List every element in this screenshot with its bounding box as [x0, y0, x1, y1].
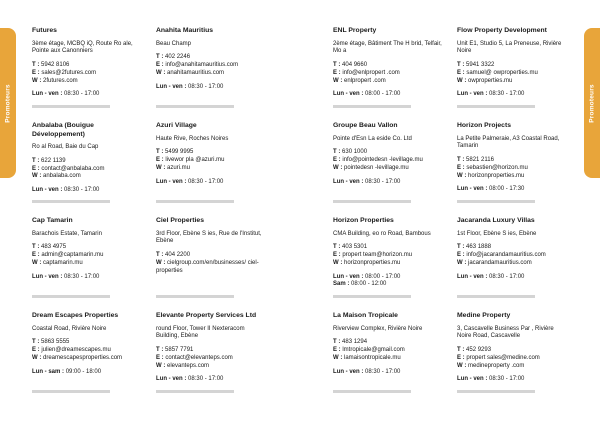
hours-days: Lun - ven :	[32, 187, 63, 194]
website-value[interactable]: anbalaba.com	[43, 173, 81, 180]
phone-value: 5942 8106	[41, 62, 70, 69]
developer-card	[333, 312, 443, 407]
contact-block	[333, 62, 443, 85]
website-value[interactable]: lamaisontropicale.mu	[344, 354, 401, 361]
tel-label: T :	[333, 339, 341, 346]
developer-address: 1st Floor, Ebène S ies, Ebène	[457, 230, 537, 237]
phone-line	[32, 62, 142, 70]
section-tab-right	[584, 28, 600, 178]
hours-days: Lun - ven :	[32, 91, 63, 98]
web-label: W :	[156, 362, 166, 369]
contact-block	[457, 157, 567, 180]
contact-block	[457, 347, 567, 370]
tel-label: T :	[457, 347, 465, 354]
hours-time: 08:30 - 17:00	[188, 376, 224, 383]
opening-hours	[32, 369, 142, 377]
developer-address: 3rd Floor, Ebène S ies, Rue de l'Institut, Ebène	[156, 230, 262, 245]
email-line	[156, 157, 266, 165]
developer-address: Barachois Estate, Tamarin	[32, 230, 102, 237]
website-line	[156, 165, 266, 173]
hours-time: 08:30 - 17:00	[64, 187, 100, 194]
phone-line	[333, 149, 443, 157]
developer-name: Jacaranda Luxury Villas	[457, 217, 535, 224]
developer-address: Riverview Complex, Rivière Noire	[333, 325, 423, 332]
card-divider	[333, 390, 411, 393]
email-label: E :	[333, 157, 341, 164]
developer-card	[156, 122, 266, 217]
tel-label: T :	[457, 62, 465, 69]
section-tab-left	[0, 28, 16, 178]
email-label: E :	[333, 69, 341, 76]
website-line	[32, 78, 142, 86]
developer-name: ENL Property	[333, 27, 377, 34]
website-value[interactable]: elevanteps.com	[167, 362, 210, 369]
website-value[interactable]: anahitamauritius.com	[167, 69, 225, 76]
developer-address: Pointe d'Esn La eside Co. Ltd	[333, 135, 412, 142]
website-value[interactable]: horizonproperties.mu	[468, 172, 525, 179]
developer-card	[457, 27, 567, 122]
developer-name: Groupe Beau Vallon	[333, 122, 398, 129]
email-line	[32, 70, 142, 78]
card-divider	[156, 295, 234, 298]
hours-days: Lun - ven :	[156, 178, 187, 185]
website-line	[457, 260, 567, 268]
email-value[interactable]: info@enlpropert .com	[342, 69, 400, 76]
email-line	[156, 62, 266, 70]
hours-days: Lun - ven :	[333, 178, 364, 185]
developer-address: Beau Champ	[156, 40, 192, 47]
developer-card	[333, 122, 443, 217]
website-value[interactable]: 2futures.com	[43, 77, 78, 84]
contact-block	[32, 62, 142, 85]
website-line	[333, 260, 443, 268]
email-line	[32, 252, 142, 260]
email-line	[457, 165, 567, 173]
phone-value: 452 9293	[466, 347, 492, 354]
web-label: W :	[156, 69, 166, 76]
email-value[interactable]: lmtropicale@gmail.com	[342, 347, 405, 354]
card-divider	[156, 390, 234, 393]
opening-hours	[32, 91, 142, 99]
hours-days: Lun - ven :	[333, 91, 364, 98]
developer-address: Haute Rive, Roches Noires	[156, 135, 229, 142]
hours-time: 08:00 - 12:00	[351, 281, 387, 288]
phone-value: 5863 5555	[41, 339, 70, 346]
hours-time: 08:30 - 17:00	[64, 273, 100, 280]
developer-name: Horizon Projects	[457, 122, 512, 129]
card-divider	[457, 200, 535, 203]
contact-block	[457, 62, 567, 85]
developer-card	[156, 27, 266, 122]
card-divider	[457, 105, 535, 108]
email-label: E :	[333, 252, 341, 259]
phone-line	[156, 149, 266, 157]
website-value[interactable]: dreamescapesproperties.com	[43, 354, 123, 361]
email-line	[333, 252, 443, 260]
developer-address: CMA Building, eo ro Road, Bambous	[333, 230, 431, 237]
opening-hours	[32, 274, 142, 282]
email-label: E :	[32, 69, 40, 76]
tel-label: T :	[32, 62, 40, 69]
email-line	[457, 355, 567, 363]
website-line	[457, 363, 567, 371]
website-line	[333, 355, 443, 363]
web-label: W :	[333, 164, 343, 171]
phone-value: 404 9660	[342, 62, 368, 69]
opening-hours	[333, 179, 443, 187]
email-value[interactable]: info@anahitamauritius.com	[165, 62, 239, 69]
developer-address: Unit E1, Studio 5, La Preneuse, Rivière Noire	[457, 40, 562, 55]
hours-days: Lun - ven :	[457, 273, 488, 280]
web-label: W :	[156, 164, 166, 171]
hours-time: 08:30 - 17:00	[365, 178, 401, 185]
developer-address: round Floor, Tower II Nexteracom Building, Ebène	[156, 325, 245, 340]
email-value[interactable]: livewor pla @azuri.mu	[165, 157, 225, 164]
developer-card	[32, 27, 142, 122]
web-label: W :	[32, 77, 42, 84]
phone-line	[156, 252, 266, 260]
developer-card	[457, 122, 567, 217]
card-divider	[333, 200, 411, 203]
contact-block	[156, 54, 266, 77]
hours-days: Lun - ven :	[457, 91, 488, 98]
opening-hours	[457, 376, 567, 384]
card-divider	[32, 295, 110, 298]
tel-label: T :	[32, 339, 40, 346]
hours-days: Lun - ven :	[32, 273, 63, 280]
phone-line	[32, 244, 142, 252]
web-label: W :	[333, 77, 343, 84]
developer-card	[457, 312, 567, 407]
developer-card	[32, 217, 142, 312]
web-label: W :	[333, 259, 343, 266]
hours-days: Lun - ven :	[333, 368, 364, 375]
email-label: E :	[457, 69, 465, 76]
opening-hours	[333, 369, 443, 377]
tel-label: T :	[457, 244, 465, 251]
developer-card	[333, 217, 443, 312]
hours-days: Sam :	[333, 281, 350, 288]
web-label: W :	[457, 362, 467, 369]
developer-address: La Petite Palmeraie, A3 Coastal Road, Tamarin	[457, 135, 560, 150]
contact-block	[156, 347, 266, 370]
phone-value: 622 1139	[41, 157, 66, 164]
developer-card	[156, 312, 266, 407]
phone-line	[457, 62, 567, 70]
hours-days: Lun - ven :	[457, 186, 488, 193]
email-value[interactable]: julien@dreamescapes.mu	[41, 347, 111, 354]
website-line	[457, 173, 567, 181]
email-value[interactable]: propert team@horizon.mu	[342, 252, 413, 259]
phone-line	[333, 244, 443, 252]
card-grid-left	[32, 27, 266, 407]
phone-value: 404 2200	[165, 252, 191, 259]
tel-label: T :	[156, 54, 164, 61]
developer-name: Azuri Village	[156, 122, 197, 129]
phone-value: 463 1888	[466, 244, 492, 251]
hours-time: 08:30 - 17:00	[188, 178, 224, 185]
developer-name: La Maison Tropicale	[333, 312, 398, 319]
web-label: W :	[457, 259, 467, 266]
tel-label: T :	[457, 157, 465, 164]
email-label: E :	[457, 252, 465, 259]
hours-time: 08:00 - 17:00	[365, 91, 401, 98]
email-label: E :	[156, 157, 164, 164]
hours-days: Lun - ven :	[333, 273, 364, 280]
website-line	[457, 78, 567, 86]
hours-days: Lun - ven :	[156, 376, 187, 383]
card-divider	[32, 390, 110, 393]
website-value[interactable]: owproperties.mu	[468, 77, 513, 84]
contact-block	[32, 158, 142, 181]
card-grid-right	[333, 27, 567, 407]
email-line	[457, 252, 567, 260]
email-value[interactable]: samuel@ owproperties.mu	[466, 69, 538, 76]
website-line	[32, 355, 142, 363]
email-line	[32, 347, 142, 355]
developer-name: Ciel Properties	[156, 217, 204, 224]
contact-block	[156, 252, 266, 275]
card-divider	[32, 105, 110, 108]
website-value[interactable]: medineproperty .com	[468, 362, 525, 369]
developer-address: 3, Cascavelle Business Par , Rivière Noire Road, Cascavelle	[457, 325, 554, 340]
phone-value: 402 2246	[165, 54, 191, 61]
website-value[interactable]: captamarin.mu	[43, 259, 83, 266]
web-label: W :	[457, 172, 467, 179]
developer-address: 3ème étage, MCBQ iQ, Route Ro ale, Pointe aux Canonniers	[32, 40, 133, 55]
card-divider	[333, 295, 411, 298]
developer-address: 2ème étage, Bâtiment The H brid, Telfair, Mo a	[333, 40, 442, 55]
contact-block	[333, 149, 443, 172]
phone-value: 5857 7791	[165, 347, 194, 354]
opening-hours	[333, 281, 443, 289]
tel-label: T :	[156, 252, 164, 259]
phone-value: 483 4975	[41, 244, 67, 251]
phone-line	[457, 244, 567, 252]
website-value[interactable]: azuri.mu	[167, 164, 191, 171]
phone-value: 483 1294	[342, 339, 368, 346]
contact-block	[333, 244, 443, 267]
email-line	[32, 166, 142, 174]
email-label: E :	[457, 354, 465, 361]
section-tab-label: Promoteurs	[588, 83, 596, 123]
opening-hours	[156, 179, 266, 187]
opening-hours	[156, 84, 266, 92]
phone-value: 630 1000	[342, 149, 368, 156]
email-label: E :	[333, 347, 341, 354]
opening-hours	[333, 274, 443, 282]
developer-name: Anbalaba (Bouigue Développement)	[32, 122, 94, 138]
hours-time: 09:00 - 18:00	[65, 368, 102, 375]
web-label: W :	[457, 77, 467, 84]
email-line	[156, 355, 266, 363]
website-line	[156, 363, 266, 371]
developer-card	[156, 217, 266, 312]
card-divider	[333, 105, 411, 108]
website-line	[32, 260, 142, 268]
email-line	[333, 70, 443, 78]
developer-name: Anahita Mauritius	[156, 27, 214, 34]
hours-time: 08:00 - 17:00	[365, 273, 401, 280]
web-label: W :	[333, 354, 343, 361]
website-value[interactable]: cielgroup.com/en/businesses/ ciel-properties	[156, 259, 259, 274]
phone-value: 5821 2116	[466, 157, 494, 164]
web-label: W :	[32, 173, 42, 180]
email-value[interactable]: info@jacarandamauritius.com	[466, 252, 546, 259]
email-label: E :	[32, 252, 40, 259]
website-value[interactable]: jacarandamauritius.com	[468, 259, 532, 266]
developer-card	[333, 27, 443, 122]
developer-name: Dream Escapes Properties	[32, 312, 119, 319]
website-value[interactable]: enlpropert .com	[344, 77, 386, 84]
email-line	[333, 157, 443, 165]
web-label: W :	[156, 259, 166, 266]
phone-line	[32, 158, 142, 166]
contact-block	[333, 339, 443, 362]
card-divider	[156, 200, 234, 203]
email-value[interactable]: admin@captamarin.mu	[41, 252, 104, 259]
web-label: W :	[32, 354, 42, 361]
web-label: W :	[32, 259, 42, 266]
email-value[interactable]: sales@2futures.com	[41, 69, 97, 76]
hours-time: 08:30 - 17:00	[489, 273, 525, 280]
website-line	[333, 165, 443, 173]
opening-hours	[457, 91, 567, 99]
website-line	[156, 70, 266, 78]
phone-value: 403 5301	[342, 244, 368, 251]
phone-line	[333, 62, 443, 70]
developer-name: Cap Tamarin	[32, 217, 73, 224]
opening-hours	[457, 186, 567, 194]
phone-value: 5499 9995	[165, 149, 194, 156]
hours-time: 08:30 - 17:00	[489, 376, 525, 383]
email-value[interactable]: contact@anbalaba.com	[41, 165, 105, 172]
tel-label: T :	[333, 149, 341, 156]
phone-line	[156, 54, 266, 62]
hours-time: 08:00 - 17:30	[489, 186, 525, 193]
contact-block	[32, 244, 142, 267]
email-label: E :	[156, 62, 164, 69]
card-divider	[457, 295, 535, 298]
phone-line	[457, 347, 567, 355]
email-line	[333, 347, 443, 355]
tel-label: T :	[32, 157, 40, 164]
email-label: E :	[156, 354, 164, 361]
developer-address: Ro al Road, Baie du Cap	[32, 144, 99, 150]
developer-card	[32, 122, 142, 217]
hours-days: Lun - ven :	[156, 83, 187, 90]
card-divider	[156, 105, 234, 108]
developer-name: Horizon Properties	[333, 217, 394, 224]
phone-value: 5941 3322	[466, 62, 495, 69]
opening-hours	[333, 91, 443, 99]
email-value[interactable]: sebastien@horizon.mu	[466, 164, 528, 171]
hours-time: 08:30 - 17:00	[365, 368, 401, 375]
tel-label: T :	[333, 62, 341, 69]
email-line	[457, 70, 567, 78]
website-line	[156, 260, 266, 276]
developer-name: Medine Property	[457, 312, 511, 319]
email-value[interactable]: contact@elevanteps.com	[165, 354, 233, 361]
phone-line	[32, 339, 142, 347]
hours-time: 08:30 - 17:00	[489, 91, 525, 98]
phone-line	[457, 157, 567, 165]
contact-block	[457, 244, 567, 267]
email-value[interactable]: info@pointedesn -levillage.mu	[342, 157, 423, 164]
hours-time: 08:30 - 17:00	[64, 91, 100, 98]
card-divider	[32, 200, 110, 203]
developer-name: Flow Property Development	[457, 27, 547, 34]
website-value[interactable]: pointedesn -levillage.mu	[344, 164, 409, 171]
email-label: E :	[457, 164, 465, 171]
opening-hours	[32, 187, 142, 195]
hours-days: Lun - sam :	[32, 368, 65, 375]
developer-name: Futures	[32, 27, 57, 34]
tel-label: T :	[156, 149, 164, 156]
hours-time: 08:30 - 17:00	[188, 83, 224, 90]
developer-address: Coastal Road, Rivière Noire	[32, 325, 107, 332]
phone-line	[156, 347, 266, 355]
website-line	[32, 173, 142, 181]
email-value[interactable]: propert sales@medine.com	[466, 354, 540, 361]
contact-block	[32, 339, 142, 362]
tel-label: T :	[32, 244, 40, 251]
email-label: E :	[32, 347, 40, 354]
opening-hours	[457, 274, 567, 282]
opening-hours	[156, 376, 266, 384]
hours-days: Lun - ven :	[457, 376, 488, 383]
tel-label: T :	[156, 347, 164, 354]
right-page	[300, 0, 600, 426]
developer-card	[32, 312, 142, 407]
email-label: E :	[32, 165, 40, 172]
developer-name: Elevante Property Services Ltd	[156, 312, 257, 319]
phone-line	[333, 339, 443, 347]
contact-block	[156, 149, 266, 172]
website-line	[333, 78, 443, 86]
tel-label: T :	[333, 244, 341, 251]
developer-card	[457, 217, 567, 312]
card-divider	[457, 390, 535, 393]
section-tab-label: Promoteurs	[4, 83, 12, 123]
website-value[interactable]: horizonproperties.mu	[344, 259, 401, 266]
